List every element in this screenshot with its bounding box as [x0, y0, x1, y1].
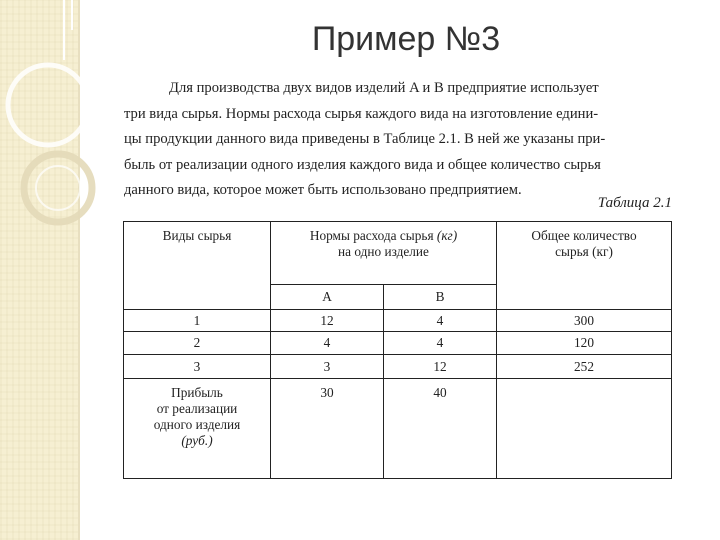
header-product-b	[383, 284, 497, 310]
header-total-line1: Общее количество	[531, 228, 637, 243]
text-line: Для производства двух видов изделий A и B предприятие использует	[169, 80, 599, 96]
header-norms-text: Нормы расхода сырья	[309, 228, 437, 243]
cell-text: 120	[574, 335, 594, 350]
profit-label-unit: (руб.)	[181, 433, 213, 448]
text-line: данного вида, которое может быть использовано предприятием.	[124, 182, 522, 198]
cell-text: 30	[320, 385, 334, 400]
profit-label-line: Прибыль	[171, 385, 223, 400]
cell-text: 3	[323, 358, 331, 374]
header-resource-type	[123, 221, 271, 310]
table-row-3-a	[270, 354, 384, 379]
table-row-2-a	[270, 331, 384, 355]
header-product-a	[270, 284, 384, 310]
cell-text: 2	[193, 335, 201, 350]
cell-text: 4	[436, 312, 444, 328]
cell-text: 3	[193, 358, 201, 374]
header-norms-unit: (кг)	[436, 228, 458, 243]
table-row-1-b	[383, 309, 497, 332]
cell-text: 1	[193, 312, 201, 328]
header-product-a-label: А	[322, 289, 332, 304]
header-norms	[270, 221, 497, 285]
cell-text: 12	[433, 358, 447, 374]
table-row-1-a	[270, 309, 384, 332]
table-row-profit-a	[270, 378, 384, 479]
table-row-profit-total	[496, 378, 672, 479]
text-line: цы продукции данного вида приведены в Таблице 2.1. В ней же указаны при-	[124, 131, 606, 147]
cell-text: 300	[574, 312, 594, 328]
table-caption: Таблица 2.1	[597, 195, 672, 211]
table-row-profit-b	[383, 378, 497, 479]
slide-title: Пример №3	[311, 20, 501, 58]
cell-text: 40	[433, 385, 447, 400]
table-row-1-total	[496, 309, 672, 332]
decorative-circles	[0, 60, 120, 270]
header-product-b-label: В	[435, 289, 445, 304]
profit-label-line: от реализации	[156, 401, 238, 416]
table-row-3-label	[123, 354, 271, 379]
cell-text: 4	[436, 335, 444, 350]
profit-label-line: одного изделия	[153, 417, 241, 432]
table-row-2-total	[496, 331, 672, 355]
cell-text: 12	[320, 312, 334, 328]
problem-text	[124, 76, 671, 204]
table-row-profit-label	[123, 378, 271, 479]
table-row-2-b	[383, 331, 497, 355]
header-norms-line1	[271, 228, 496, 244]
cell-text: 4	[323, 335, 331, 350]
header-norms-line2: на одно изделие	[338, 244, 429, 259]
cell-text: 252	[574, 358, 594, 374]
text-line: быль от реализации одного изделия каждого вида и общее количество сырья	[124, 156, 601, 173]
table-row-1-label	[123, 309, 271, 332]
table-row-2-label	[123, 331, 271, 355]
table-row-3-total	[496, 354, 672, 379]
header-total-line2: сырья (кг)	[555, 244, 613, 259]
text-line: три вида сырья. Нормы расхода сырья каждого вида на изготовление едини-	[124, 105, 599, 122]
header-resource-type-label: Виды сырья	[162, 228, 232, 243]
header-total	[496, 221, 672, 310]
table-row-3-b	[383, 354, 497, 379]
